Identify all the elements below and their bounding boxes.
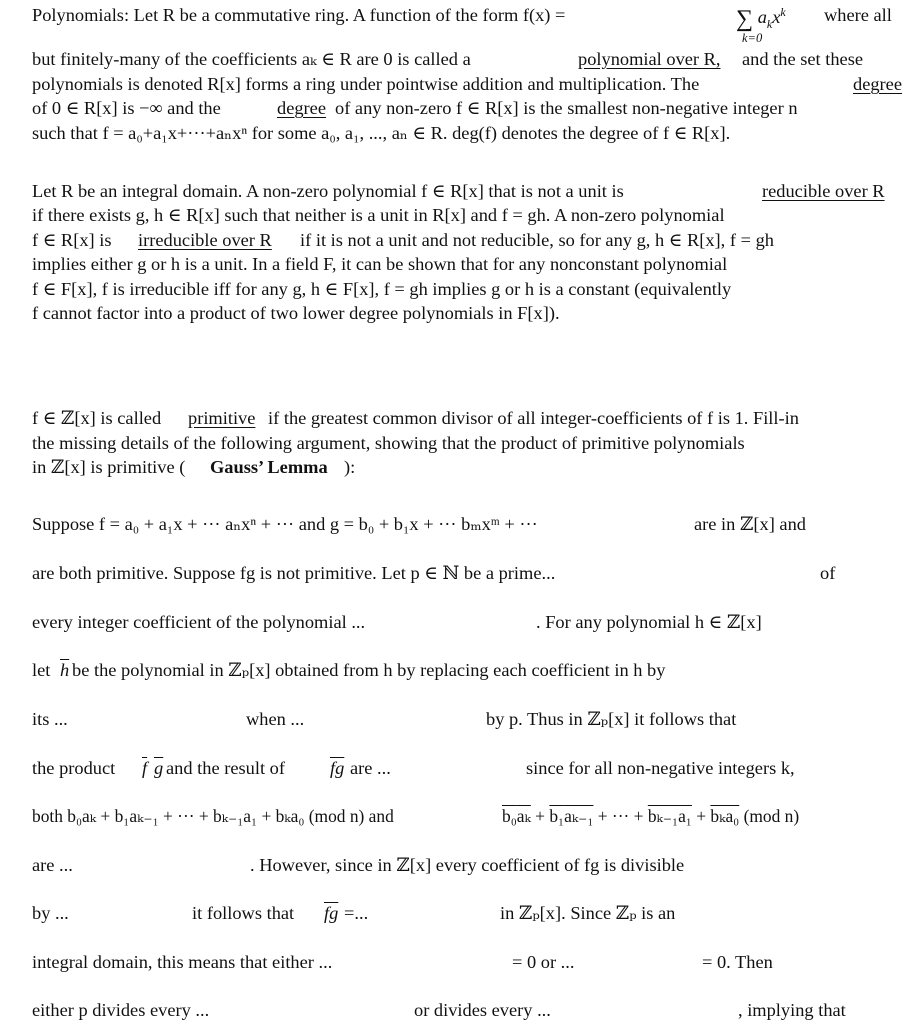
para3-line1 bbox=[32, 408, 910, 434]
argument-row5-text: its ... bbox=[32, 709, 68, 729]
argument-row2 bbox=[32, 563, 910, 589]
para1-line4-tail: of any non-zero f ∈ R[x] is the smallest non-negative integer n bbox=[335, 98, 798, 118]
bk-bar: $\overline{b_k}$ bbox=[710, 806, 726, 826]
plus-1: + bbox=[530, 806, 550, 826]
argument-row11-text: either p divides every ... bbox=[32, 1000, 210, 1020]
argument-row10-tail: = 0. Then bbox=[702, 952, 773, 972]
b1-bar: b₁ bbox=[549, 806, 565, 826]
ak-1-bar: aₖ₋₁ bbox=[564, 806, 594, 826]
f-bar: $\overline{f}$ bbox=[142, 758, 148, 778]
ak-bar: $\overline{a_k}$ bbox=[516, 806, 531, 826]
argument-row6 bbox=[32, 758, 910, 784]
argument-row11-tail: , implying that bbox=[738, 1000, 846, 1020]
argument-row6-text: the product bbox=[32, 758, 116, 778]
argument-row5-tail: by p. Thus in ℤₚ[x] it follows that bbox=[486, 709, 737, 729]
argument-row1-tail: are in ℤ[x] and bbox=[694, 514, 806, 534]
para1-line5 bbox=[32, 123, 910, 149]
b0-bar: b₀ bbox=[502, 806, 517, 826]
argument-row11 bbox=[32, 1000, 910, 1026]
argument-row9 bbox=[32, 903, 910, 929]
argument-row9-tail: in ℤₚ[x]. Since ℤₚ is an bbox=[500, 903, 676, 923]
sum-expression bbox=[736, 5, 786, 32]
argument-row1-text: Suppose f = a₀ + a₁x + ··· aₙxⁿ + ··· and g = b₀ + b₁x + ··· bₘxᵐ + ··· bbox=[32, 514, 538, 534]
argument-row8 bbox=[32, 855, 910, 881]
degree-link-1[interactable]: degree bbox=[853, 74, 903, 94]
plus-3: + bbox=[691, 806, 711, 826]
argument-row3 bbox=[32, 612, 910, 638]
para1-line4 bbox=[32, 98, 910, 124]
argument-row4-text: let bbox=[32, 660, 51, 680]
para1-line1-text: Polynomials: Let R be a commutative ring. A function of the form f(x) = bbox=[32, 5, 566, 25]
para2-line3 bbox=[32, 230, 910, 256]
argument-row3-text: every integer coefficient of the polynomial ... bbox=[32, 612, 366, 632]
para2-line1-text: Let R be an integral domain. A non-zero polynomial f ∈ R[x] that is not a unit is bbox=[32, 181, 624, 201]
argument-row7-text: both b₀aₖ + b₁aₖ₋₁ + ··· + bₖ₋₁a₁ + bₖa₀ (mod n) and bbox=[32, 806, 394, 826]
argument-row11-mid: or divides every ... bbox=[414, 1000, 551, 1020]
argument-row10-mid: = 0 or ... bbox=[512, 952, 575, 972]
para2-line2 bbox=[32, 205, 910, 231]
argument-row8-text: are ... bbox=[32, 855, 73, 875]
sum-subscript: k bbox=[766, 16, 773, 31]
argument-row10-text: integral domain, this means that either ... bbox=[32, 952, 333, 972]
argument-row6-mid: and the result of bbox=[166, 758, 285, 778]
para1-line3-text: polynomials is denoted R[x] forms a ring under pointwise addition and multiplication. The bbox=[32, 74, 700, 94]
para3-line1-tail: if the greatest common divisor of all integer-coefficients of f is 1. Fill-in bbox=[268, 408, 799, 428]
sum-variable: x bbox=[772, 7, 781, 28]
mod-n: (mod n) bbox=[739, 806, 800, 826]
para2-line6 bbox=[32, 303, 910, 329]
argument-row2-tail: of bbox=[820, 563, 836, 583]
para1-line4-text: of 0 ∈ R[x] is −∞ and the bbox=[32, 98, 221, 118]
polynomial-over-r-link[interactable]: polynomial over R, bbox=[578, 49, 721, 69]
argument-row4 bbox=[32, 660, 910, 686]
sum-term: a bbox=[753, 7, 767, 28]
primitive-link[interactable]: primitive bbox=[188, 408, 256, 428]
overlined-sum bbox=[502, 806, 799, 827]
argument-row1 bbox=[32, 514, 910, 540]
argument-row2-text: are both primitive. Suppose fg is not primitive. Let p ∈ ℕ be a prime... bbox=[32, 563, 556, 583]
argument-row7 bbox=[32, 806, 910, 832]
para1-line1 bbox=[32, 5, 910, 31]
irreducible-over-r-link[interactable]: irreducible over R bbox=[138, 230, 272, 250]
para2-line5-text: f ∈ F[x], f is irreducible iff for any g, h ∈ F[x], f = gh implies g or h is a constant (equivalently bbox=[32, 279, 732, 299]
argument-row6-tail: since for all non-negative integers k, bbox=[526, 758, 795, 778]
para1-line2-text: but finitely-many of the coefficients aₖ ∈ R are 0 is called a bbox=[32, 49, 471, 69]
para3-line2 bbox=[32, 433, 910, 459]
reducible-over-r-link[interactable]: reducible over R bbox=[762, 181, 885, 201]
argument-row9-mid: it follows that bbox=[192, 903, 295, 923]
para2-line2-text: if there exists g, h ∈ R[x] such that neither is a unit in R[x] and f = gh. A non-zero polynomial bbox=[32, 205, 725, 225]
argument-row3-tail: . For any polynomial h ∈ ℤ[x] bbox=[536, 612, 762, 632]
gauss-lemma-title: Gauss’ Lemma bbox=[210, 457, 328, 477]
para2-line6-text: f cannot factor into a product of two lower degree polynomials in F[x]). bbox=[32, 303, 560, 323]
sum-lower-limit: k=0 bbox=[742, 31, 763, 45]
para1-line1-tail: where all bbox=[824, 5, 892, 25]
para1-line2-tail: and the set these bbox=[742, 49, 864, 69]
para2-line1 bbox=[32, 181, 910, 207]
g-bar: $\overline{g}$ bbox=[154, 758, 164, 778]
argument-row6-mid2: are ... bbox=[350, 758, 391, 778]
para1-line3 bbox=[32, 74, 910, 100]
para2-line4-text: implies either g or h is a unit. In a field F, it can be shown that for any nonconstant polynomial bbox=[32, 254, 728, 274]
para3-line1-text: f ∈ ℤ[x] is called bbox=[32, 408, 162, 428]
para2-line3-tail: if it is not a unit and not reducible, so for any g, h ∈ R[x], f = gh bbox=[300, 230, 774, 250]
para3-line3-tail: ): bbox=[344, 457, 356, 477]
argument-row5-mid: when ... bbox=[246, 709, 305, 729]
para1-line2 bbox=[32, 49, 910, 75]
para2-line4 bbox=[32, 254, 910, 280]
sum-sign: ∑ bbox=[736, 6, 754, 33]
argument-row5 bbox=[32, 709, 910, 735]
argument-row8-tail: . However, since in ℤ[x] every coefficient of fg is divisible bbox=[250, 855, 685, 875]
para3-line3 bbox=[32, 457, 910, 483]
argument-row9-text: by ... bbox=[32, 903, 69, 923]
para2-line3-text: f ∈ R[x] is bbox=[32, 230, 112, 250]
argument-row4-tail: be the polynomial in ℤₚ[x] obtained from h by replacing each coefficient in h by bbox=[72, 660, 666, 680]
para2-line5 bbox=[32, 279, 910, 305]
para3-line2-text: the missing details of the following argument, showing that the product of primitive polynomials bbox=[32, 433, 745, 453]
para1-line5-text: such that f = a₀+a₁x+···+aₙxⁿ for some a₀, a₁, ..., aₙ ∈ R. deg(f) denotes the degree of f ∈ R[x]. bbox=[32, 123, 731, 143]
argument-row9-mid2: =... bbox=[344, 903, 369, 923]
plus-2: + ··· + bbox=[593, 806, 648, 826]
sum-superscript: k bbox=[780, 5, 786, 19]
argument-row10 bbox=[32, 952, 910, 978]
fg-bar: $\overline{fg}$ bbox=[330, 758, 345, 778]
para3-line3-text: in ℤ[x] is primitive ( bbox=[32, 457, 186, 477]
h-bar: $\overline{h}$ bbox=[60, 660, 70, 680]
bk-1a1-bar: bₖ₋₁a₁ bbox=[647, 806, 692, 826]
fg-bar-2: $\overline{fg}$ bbox=[324, 903, 339, 923]
degree-link-2[interactable]: degree bbox=[277, 98, 327, 118]
a0-bar: a₀ bbox=[725, 806, 740, 826]
